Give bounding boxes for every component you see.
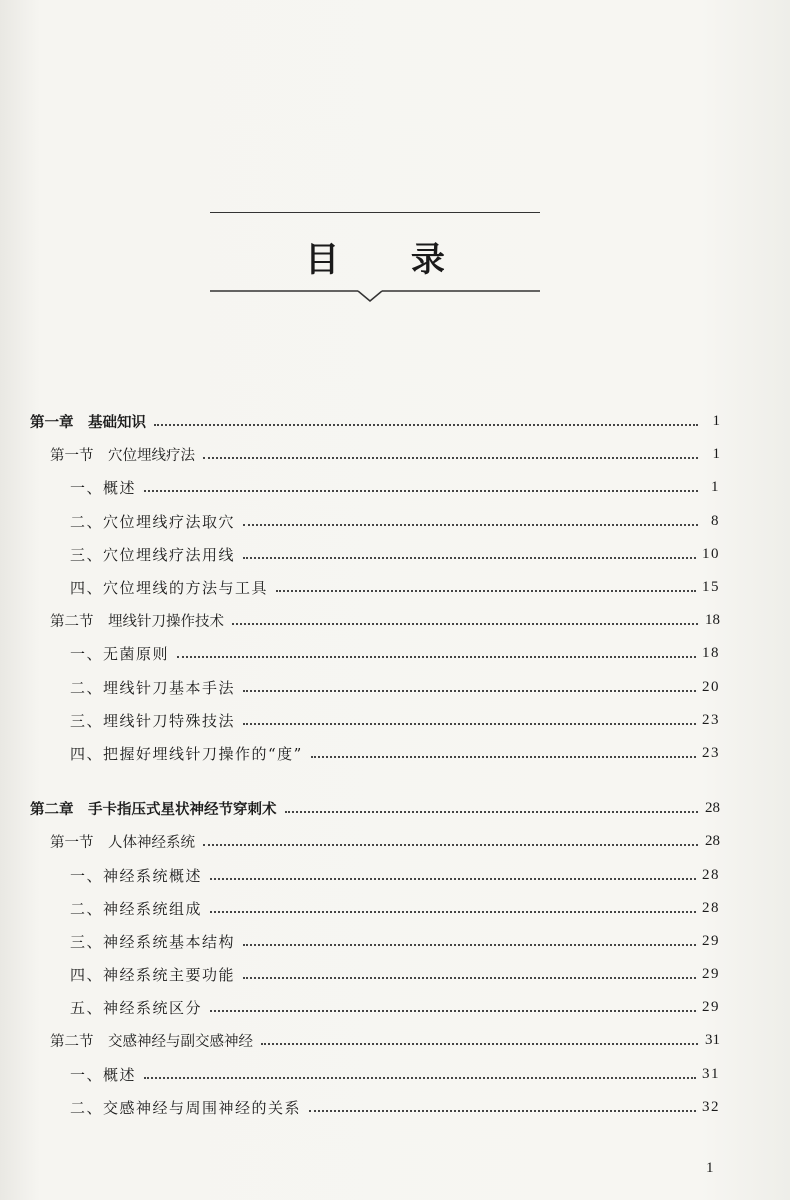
page-title: 目 录 — [305, 240, 475, 280]
toc-section-entry[interactable] — [30, 1024, 720, 1057]
toc-leader-dots — [232, 622, 698, 625]
toc-item-entry[interactable] — [30, 471, 720, 504]
toc-entry-page: 31 — [705, 1032, 720, 1049]
toc-leader-dots — [203, 456, 698, 459]
toc-leader-dots — [243, 722, 696, 725]
toc-entry-page: 28 — [705, 833, 720, 850]
title-top-rule — [210, 212, 540, 213]
toc-entry-label: 第二章 手卡指压式星状神经节穿刺术 — [30, 802, 277, 819]
toc-title-block — [210, 212, 540, 302]
toc-entry-page: 32 — [702, 1098, 720, 1115]
toc-entry-label: 一、神经系统概述 — [70, 866, 203, 885]
toc-leader-dots — [210, 910, 696, 913]
toc-entry-page: 1 — [712, 413, 720, 430]
toc-item-entry[interactable] — [30, 571, 720, 604]
toc-entry-label: 第二节 埋线针刀操作技术 — [50, 614, 224, 631]
toc-item-entry[interactable] — [30, 637, 720, 670]
toc-entry-label: 三、穴位埋线疗法用线 — [70, 545, 236, 564]
toc-item-entry[interactable] — [30, 505, 720, 538]
toc-item-entry[interactable] — [30, 671, 720, 704]
toc-item-entry[interactable] — [30, 1091, 720, 1124]
toc-leader-dots — [311, 755, 696, 758]
toc-section-entry[interactable] — [30, 438, 720, 471]
toc-entry-page: 20 — [702, 678, 720, 695]
toc-entry-page: 10 — [702, 545, 720, 562]
title-bottom-rule — [210, 288, 540, 304]
toc-entry-label: 三、神经系统基本结构 — [70, 932, 236, 951]
toc-entry-label: 二、交感神经与周围神经的关系 — [70, 1098, 302, 1117]
toc-entry-label: 二、埋线针刀基本手法 — [70, 678, 236, 697]
toc-entry-page: 29 — [702, 966, 720, 983]
toc-item-entry[interactable] — [30, 1058, 720, 1091]
toc-entry-label: 第二节 交感神经与副交感神经 — [50, 1034, 253, 1051]
toc-entry-label: 第一节 人体神经系统 — [50, 835, 195, 852]
toc-entry-page: 31 — [702, 1065, 720, 1082]
toc-section-entry[interactable] — [30, 825, 720, 858]
toc-entry-label: 一、概述 — [70, 479, 137, 498]
toc-entry-page: 18 — [705, 612, 720, 629]
toc-item-entry[interactable] — [30, 892, 720, 925]
toc-item-entry[interactable] — [30, 991, 720, 1024]
page-number: 1 — [706, 1160, 714, 1176]
toc-entry-page: 15 — [702, 579, 720, 596]
toc-gap — [30, 770, 720, 792]
toc-entry-page: 29 — [702, 932, 720, 949]
toc-entry-page: 28 — [702, 866, 720, 883]
toc-leader-dots — [210, 1009, 696, 1012]
toc-item-entry[interactable] — [30, 925, 720, 958]
toc-entry-page: 28 — [705, 800, 720, 817]
toc-entry-page: 23 — [702, 744, 720, 761]
toc-entry-label: 二、穴位埋线疗法取穴 — [70, 512, 236, 531]
toc-leader-dots — [309, 1109, 696, 1112]
toc-entry-page: 1 — [711, 479, 720, 496]
toc-entry-page: 29 — [702, 999, 720, 1016]
toc-entry-label: 四、把握好埋线针刀操作的“度” — [70, 744, 303, 763]
toc-item-entry[interactable] — [30, 858, 720, 891]
toc-entry-label: 第一节 穴位埋线疗法 — [50, 448, 195, 465]
toc-leader-dots — [177, 655, 696, 658]
toc-item-entry[interactable] — [30, 704, 720, 737]
toc-entry-label: 一、无菌原则 — [70, 645, 170, 664]
toc-leader-dots — [276, 589, 696, 592]
toc-item-entry[interactable] — [30, 538, 720, 571]
toc-entry-page: 28 — [702, 899, 720, 916]
toc-leader-dots — [243, 943, 696, 946]
toc-entry-page: 8 — [711, 512, 720, 529]
toc-leader-dots — [243, 523, 698, 526]
toc-entry-label: 一、概述 — [70, 1065, 137, 1084]
toc-leader-dots — [243, 689, 696, 692]
toc-section-entry[interactable] — [30, 604, 720, 637]
toc-chapter-entry[interactable] — [30, 792, 720, 825]
toc-leader-dots — [144, 489, 698, 492]
toc-entry-page: 18 — [702, 645, 720, 662]
toc-entry-label: 二、神经系统组成 — [70, 899, 203, 918]
toc-leader-dots — [203, 843, 698, 846]
toc-leader-dots — [243, 976, 696, 979]
toc-entry-label: 三、埋线针刀特殊技法 — [70, 711, 236, 730]
toc-entry-label: 第一章 基础知识 — [30, 415, 146, 432]
toc-leader-dots — [243, 556, 696, 559]
toc-leader-dots — [154, 423, 698, 426]
toc-entry-page: 23 — [702, 711, 720, 728]
toc-leader-dots — [210, 877, 696, 880]
toc-entry-page: 1 — [712, 446, 720, 463]
toc-leader-dots — [144, 1076, 696, 1079]
toc-item-entry[interactable] — [30, 737, 720, 770]
toc-chapter-entry[interactable] — [30, 405, 720, 438]
toc-entry-label: 四、穴位埋线的方法与工具 — [70, 579, 269, 598]
toc-entry-label: 五、神经系统区分 — [70, 999, 203, 1018]
toc-entry-label: 四、神经系统主要功能 — [70, 966, 236, 985]
toc-item-entry[interactable] — [30, 958, 720, 991]
table-of-contents — [30, 405, 720, 1124]
toc-leader-dots — [285, 810, 699, 813]
toc-leader-dots — [261, 1042, 698, 1045]
